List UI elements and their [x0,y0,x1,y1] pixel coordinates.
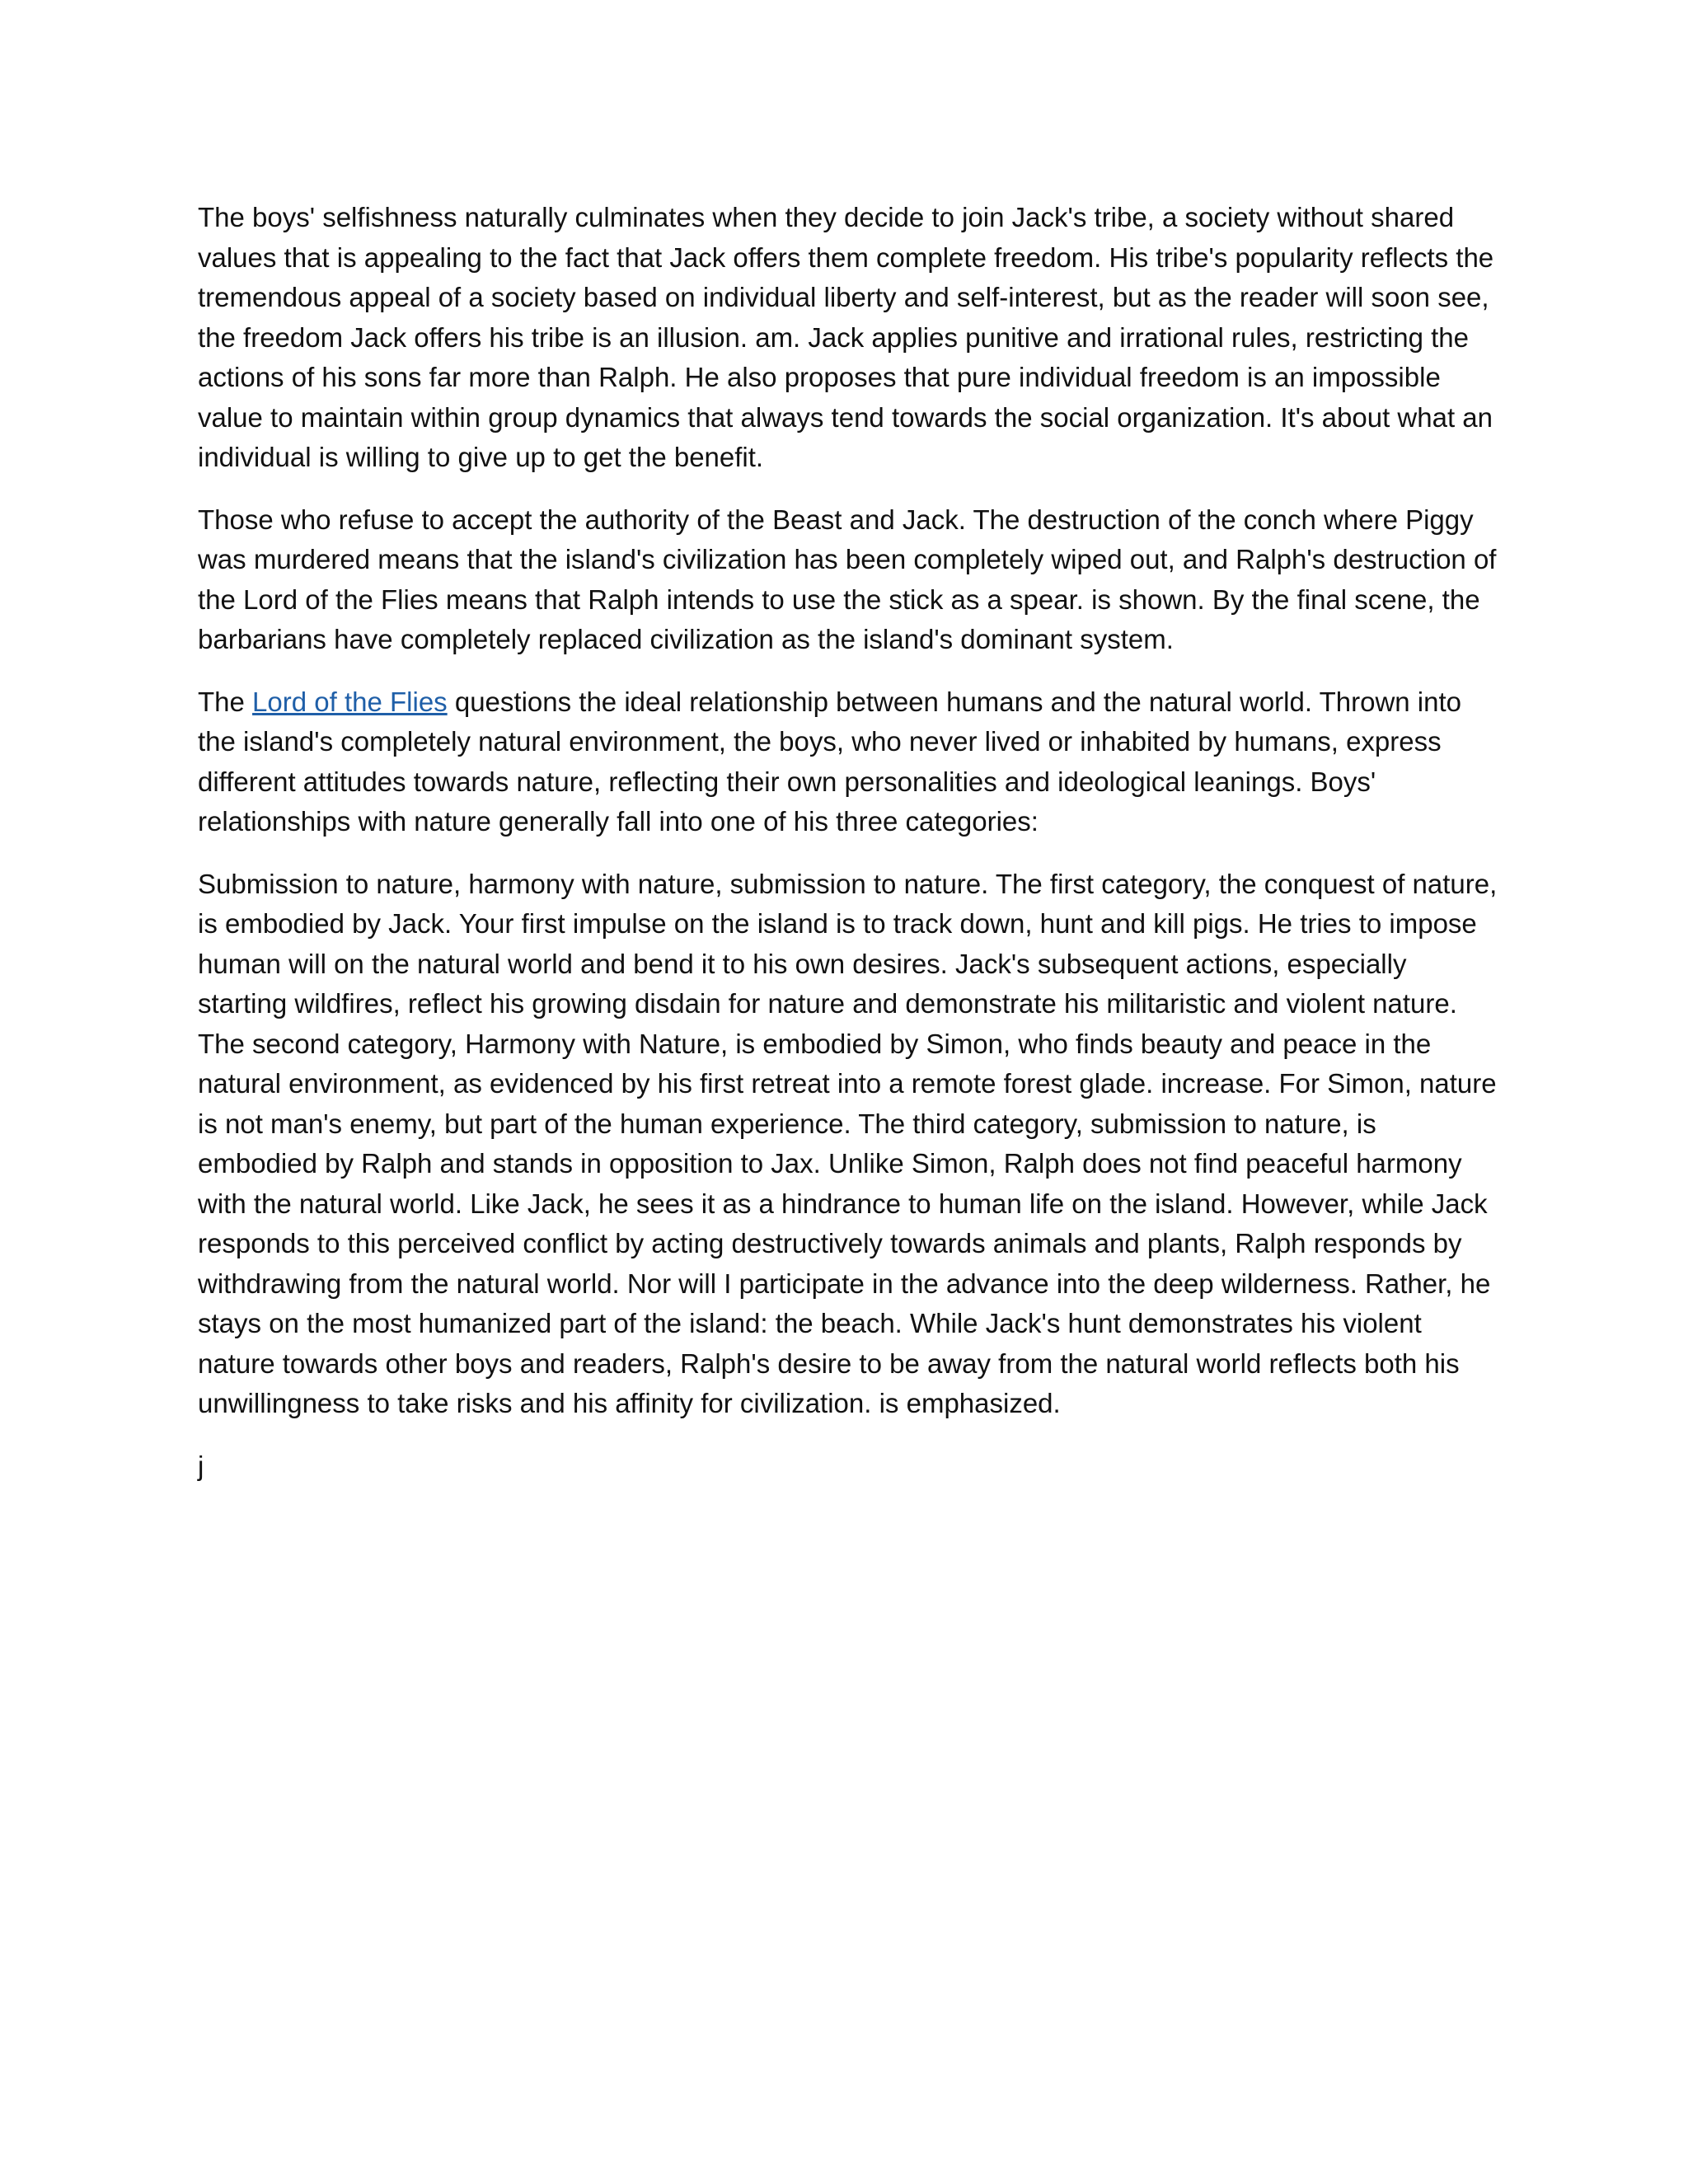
paragraph-3-body: questions the ideal relationship between humans and the natural world. Thrown into the island's completely natural environment, the boys, who never lived or inhabited by humans, express different attitudes towards nature, reflecting their own personalities and ideological leanings. Boys' relationships with nature generally fall into one of his three categories: [198,686,1462,837]
paragraph-2: Those who refuse to accept the authority of the Beast and Jack. The destruction of the conch where Piggy was murdered means that the island's civilization has been completely wiped out, and Ralph's destruction of the Lord of the Flies means that Ralph intends to use the stick as a spear. is shown. By the final scene, the barbarians have completely replaced civilization as the island's dominant system. [198,504,1497,654]
paragraph-5: j [198,1450,204,1481]
document-page [198,198,1500,1508]
paragraph-3-lead: The [198,686,253,717]
paragraph-4: Submission to nature, harmony with nature, submission to nature. The first category, the conquest of nature, is embodied by Jack. Your first impulse on the island is to track down, hunt and kill pigs. He tries to impose human will on the natural world and bend it to his own desires. Jack's subsequent actions, especially starting wildfires, reflect his growing disdain for nature and demonstrate his militaristic and violent nature. The second category, Harmony with Nature, is embodied by Simon, who finds beauty and peace in the natural environment, as evidenced by his first retreat into a remote forest glade. increase. For Simon, nature is not man's enemy, but part of the human experience. The third category, submission to nature, is embodied by Ralph and stands in opposition to Jax. Unlike Simon, Ralph does not find peaceful harmony with the natural world. Like Jack, he sees it as a hindrance to human life on the island. However, while Jack responds to this perceived conflict by acting destructively towards animals and plants, Ralph responds by withdrawing from the natural world. Nor will I participate in the advance into the deep wilderness. Rather, he stays on the most humanized part of the island: the beach. While Jack's hunt demonstrates his violent nature towards other boys and readers, Ralph's desire to be away from the natural world reflects both his unwillingness to take risks and his affinity for civilization. is emphasized. [198,868,1498,1418]
paragraph-1: The boys' selfishness naturally culminates when they decide to join Jack's tribe, a society without shared values that is appealing to the fact that Jack offers them complete freedom. His tribe's popularity reflects the tremendous appeal of a society based on individual liberty and self-interest, but as the reader will soon see, the freedom Jack offers his tribe is an illusion. am. Jack applies punitive and irrational rules, restricting the actions of his sons far more than Ralph. He also proposes that pure individual freedom is an impossible value to maintain within group dynamics that always tend towards the social organization. It's about what an individual is willing to give up to get the benefit. [198,202,1494,472]
paragraph-3 [198,682,1500,842]
lord-of-the-flies-link[interactable]: Lord of the Flies [252,686,448,717]
